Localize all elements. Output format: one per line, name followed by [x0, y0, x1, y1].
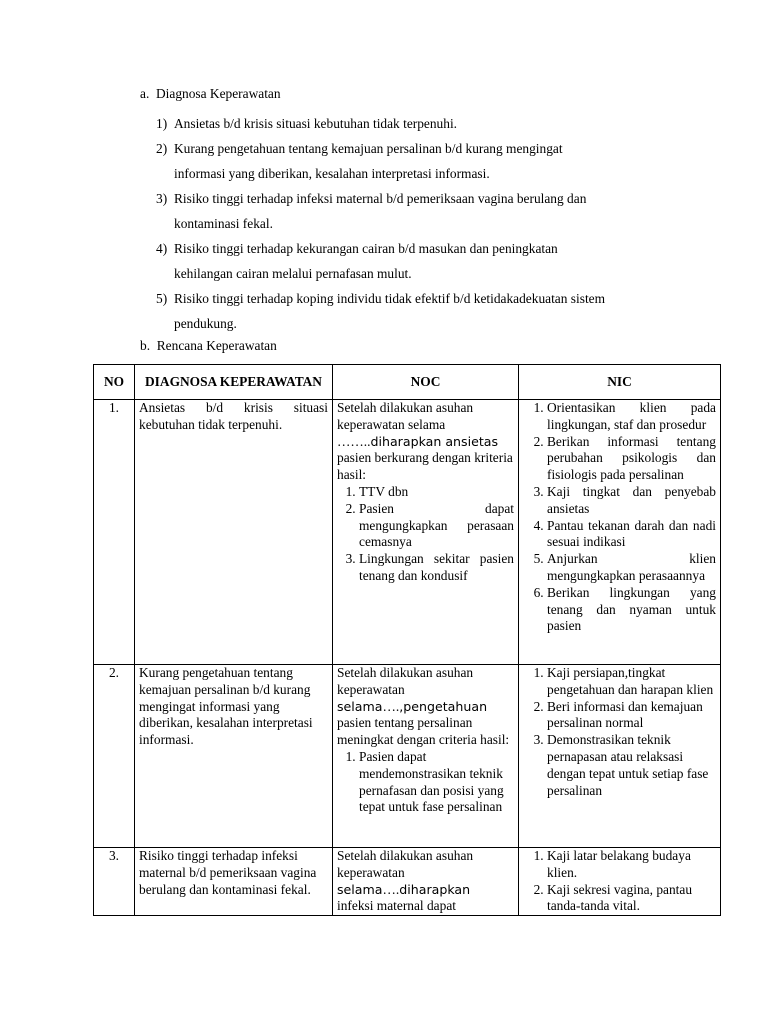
list-item: 2. Pasien dapat mengungkapkan perasaan cemasnya	[359, 501, 514, 551]
list-item: 1. Kaji latar belakang budaya klien.	[547, 848, 716, 882]
diagnosis-list	[156, 111, 676, 336]
table-header-row	[94, 365, 721, 400]
item-number: 5)	[156, 291, 168, 306]
item-text: Risiko tinggi terhadap koping individu tidak efektif b/d ketidakadekuatan sistem	[174, 291, 606, 306]
list-item	[156, 111, 676, 136]
row-number: 2.	[94, 665, 135, 848]
nic-cell	[519, 400, 721, 665]
item-number: 1)	[156, 116, 168, 131]
list-item	[156, 286, 676, 311]
list-item-continuation	[156, 211, 676, 236]
noc-intro	[337, 665, 514, 749]
noc-text: ,pengetahuan	[399, 698, 488, 714]
diagnosis-cell: Risiko tinggi terhadap infeksi maternal b/d pemeriksaan vagina berulang dan kontaminasi fekal.	[135, 848, 333, 916]
row-number: 1.	[94, 400, 135, 665]
item-text: pendukung.	[174, 316, 237, 331]
diagnosis-cell: Ansietas b/d krisis situasi kebutuhan tidak terpenuhi.	[135, 400, 333, 665]
item-text: Kurang pengetahuan tentang kemajuan persalinan b/d kurang mengingat	[174, 141, 563, 156]
diagnosis-cell: Kurang pengetahuan tentang kemajuan persalinan b/d kurang mengingat informasi yang diberikan, kesalahan interpretasi informasi.	[135, 665, 333, 848]
noc-text: diharapkan ansietas	[370, 433, 499, 449]
item-text: Ansietas b/d krisis situasi kebutuhan tidak terpenuhi.	[174, 116, 458, 131]
list-item: 1. Orientasikan klien pada lingkungan, staf dan prosedur	[547, 400, 716, 434]
nic-list	[523, 848, 716, 915]
list-item: 1. TTV dbn	[359, 484, 514, 501]
section-a-label: a.	[140, 86, 150, 101]
list-item: 5. Anjurkan klien mengungkapkan perasaannya	[547, 551, 716, 585]
list-item: 1. Kaji persiapan,tingkat pengetahuan dan harapan klien	[547, 665, 716, 699]
section-b-label: b.	[140, 338, 151, 353]
nic-list	[523, 400, 716, 635]
list-item-continuation	[156, 161, 676, 186]
item-number: 3)	[156, 191, 168, 206]
nic-cell	[519, 848, 721, 916]
item-number: 2)	[156, 141, 168, 156]
list-item: 2. Kaji sekresi vagina, pantau tanda-tanda vital.	[547, 882, 716, 916]
list-item: 1. Pasien dapat mendemonstrasikan teknik pernafasan dan posisi yang tepat untuk fase persalinan	[359, 749, 514, 816]
list-item: 3. Demonstrasikan teknik pernapasan atau relaksasi dengan tepat untuk setiap fase persalinan	[547, 732, 716, 799]
noc-blank: ….	[382, 881, 400, 897]
noc-intro	[337, 848, 514, 915]
noc-text: pasien berkurang dengan kriteria hasil:	[337, 450, 513, 483]
table-row	[94, 400, 721, 665]
noc-text: selama	[337, 698, 383, 714]
nic-list	[523, 665, 716, 799]
row-number: 3.	[94, 848, 135, 916]
item-text: kehilangan cairan melalui pernafasan mulut.	[174, 266, 412, 281]
noc-text: selama	[337, 881, 383, 897]
noc-blank: ……..	[337, 433, 371, 449]
list-item-continuation	[156, 311, 676, 336]
header-diagnosa: DIAGNOSA KEPERAWATAN	[135, 365, 333, 400]
item-text: Risiko tinggi terhadap kekurangan cairan b/d masukan dan peningkatan	[174, 241, 558, 256]
section-a-heading	[140, 86, 281, 102]
item-text: informasi yang diberikan, kesalahan interpretasi informasi.	[174, 166, 490, 181]
noc-intro	[337, 400, 514, 484]
noc-cell	[333, 400, 519, 665]
item-text: kontaminasi fekal.	[174, 216, 273, 231]
section-a-title: Diagnosa Keperawatan	[156, 86, 281, 101]
noc-cell	[333, 665, 519, 848]
noc-text: infeksi maternal dapat	[337, 898, 456, 914]
noc-text: Setelah dilakukan asuhan keperawatan	[337, 665, 474, 697]
header-noc: NOC	[333, 365, 519, 400]
list-item: 6. Berikan lingkungan yang tenang dan nyaman untuk pasien	[547, 585, 716, 635]
list-item	[156, 236, 676, 261]
noc-text: Setelah dilakukan asuhan keperawatan selama	[337, 400, 474, 432]
list-item	[156, 136, 676, 161]
list-item: 2. Berikan informasi tentang perubahan psikologis dan fisiologis pada persalinan	[547, 434, 716, 484]
noc-blank: ….	[382, 698, 400, 714]
table-row	[94, 848, 721, 916]
item-text: Risiko tinggi terhadap infeksi maternal b/d pemeriksaan vagina berulang dan	[174, 191, 587, 206]
header-nic: NIC	[519, 365, 721, 400]
noc-cell	[333, 848, 519, 916]
noc-criteria-list	[337, 484, 514, 585]
list-item-continuation	[156, 261, 676, 286]
noc-text: pasien tentang persalinan meningkat dengan criteria hasil:	[337, 715, 510, 748]
list-item: 3. Lingkungan sekitar pasien tenang dan kondusif	[359, 551, 514, 585]
nic-cell	[519, 665, 721, 848]
noc-criteria-list	[337, 749, 514, 816]
section-b-title: Rencana Keperawatan	[156, 338, 277, 353]
noc-text: diharapkan	[399, 881, 471, 897]
list-item: 3. Kaji tingkat dan penyebab ansietas	[547, 484, 716, 518]
list-item: 4. Pantau tekanan darah dan nadi sesuai indikasi	[547, 518, 716, 552]
care-plan-table	[93, 364, 721, 916]
table-row	[94, 665, 721, 848]
section-b-heading	[140, 338, 277, 354]
list-item	[156, 186, 676, 211]
item-number: 4)	[156, 241, 168, 256]
noc-text: Setelah dilakukan asuhan keperawatan	[337, 848, 474, 880]
list-item: 2. Beri informasi dan kemajuan persalinan normal	[547, 699, 716, 733]
header-no: NO	[94, 365, 135, 400]
